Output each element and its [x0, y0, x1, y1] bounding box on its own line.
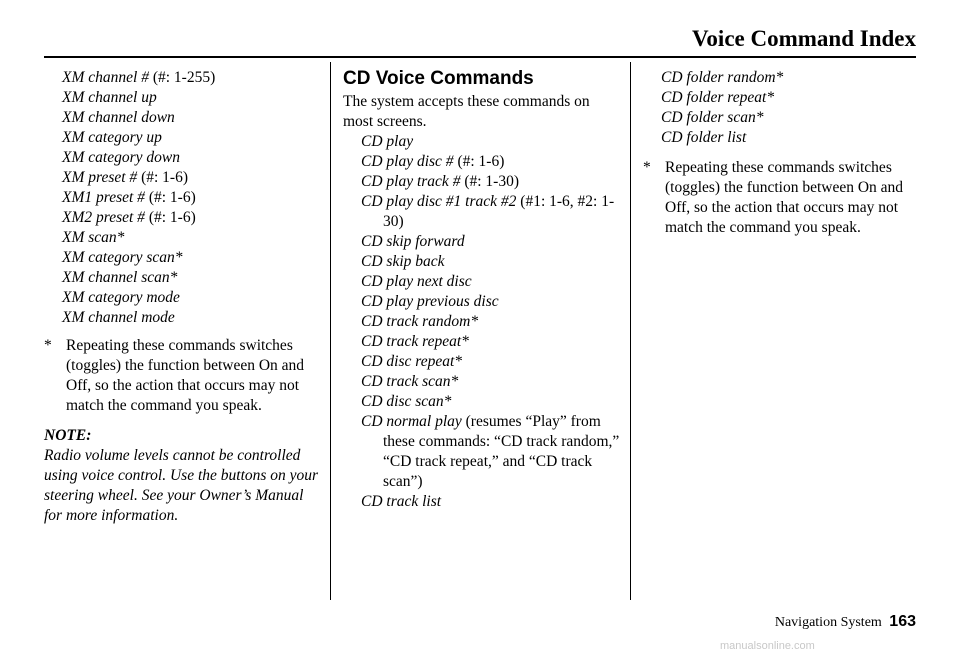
command-item: [44, 248, 324, 268]
command-text: XM preset #: [62, 169, 138, 186]
command-item: [343, 352, 623, 372]
command-item: [343, 152, 623, 172]
page-number: 163: [889, 613, 916, 630]
command-text: XM category mode: [62, 289, 180, 306]
command-text: CD play track #: [361, 173, 461, 190]
footnote-mark: *: [44, 337, 52, 354]
command-item: [44, 268, 324, 288]
note-heading: NOTE:: [44, 427, 92, 444]
command-text: CD disc scan*: [361, 393, 452, 410]
command-item: [44, 188, 324, 208]
command-note: (#: 1-30): [460, 173, 519, 190]
command-text: XM category down: [62, 149, 180, 166]
command-text: CD folder repeat*: [661, 89, 775, 106]
command-text: XM channel down: [62, 109, 175, 126]
header-rule: [44, 56, 916, 58]
command-text: CD play previous disc: [361, 293, 499, 310]
note-body: Radio volume levels cannot be controlled using voice control. Use the buttons on your steering wheel. See your Owner’s Manual for more information.: [44, 447, 319, 524]
command-note: (#: 1-6): [144, 209, 196, 226]
command-item: [44, 288, 324, 308]
command-text: CD folder list: [661, 129, 747, 146]
command-text: CD play disc #: [361, 153, 454, 170]
command-item: [343, 312, 623, 332]
command-text: CD skip forward: [361, 233, 465, 250]
command-text: CD play disc #1 track #2: [361, 193, 517, 210]
cd-folder-command-list: [643, 68, 918, 148]
footnote: [643, 158, 918, 238]
command-item: [343, 132, 623, 152]
command-item: [343, 272, 623, 292]
command-text: CD skip back: [361, 253, 445, 270]
command-text: CD folder scan*: [661, 109, 764, 126]
xm-command-list: [44, 68, 324, 328]
command-text: XM1 preset #: [62, 189, 145, 206]
command-text: XM category scan*: [62, 249, 183, 266]
command-text: CD track scan*: [361, 373, 459, 390]
column-divider: [330, 62, 331, 600]
footer-section: Navigation System: [774, 615, 882, 630]
command-note: (resumes “Play” from these commands: “CD track random,” “CD track repeat,” and “CD track scan”): [383, 413, 620, 490]
command-item: [343, 412, 623, 492]
command-item: [44, 108, 324, 128]
command-item: [44, 308, 324, 328]
command-item: [343, 232, 623, 252]
command-item: [44, 128, 324, 148]
command-item: [343, 392, 623, 412]
footnote-text: Repeating these commands switches (toggles) the function between On and Off, so the action that occurs may not match the command you speak.: [66, 337, 305, 414]
command-item: [44, 88, 324, 108]
command-text: CD normal play: [361, 413, 462, 430]
command-item: [643, 68, 918, 88]
command-text: CD track random*: [361, 313, 479, 330]
command-item: [44, 68, 324, 88]
column-3: [643, 68, 918, 238]
command-item: [44, 168, 324, 188]
command-text: XM category up: [62, 129, 162, 146]
command-item: [643, 108, 918, 128]
command-note: (#1: 1-6, #2: 1-30): [383, 193, 615, 230]
command-text: XM scan*: [62, 229, 125, 246]
command-text: CD play: [361, 133, 414, 150]
command-item: [643, 88, 918, 108]
command-item: [44, 228, 324, 248]
column-divider: [630, 62, 631, 600]
command-text: XM channel mode: [62, 309, 175, 326]
command-note: (#: 1-6): [144, 189, 196, 206]
section-heading: CD Voice Commands: [343, 68, 534, 89]
command-item: [44, 208, 324, 228]
command-text: CD play next disc: [361, 273, 472, 290]
column-2: [343, 68, 623, 512]
page-footer: [775, 613, 916, 631]
command-note: (#: 1-6): [453, 153, 505, 170]
command-item: [343, 332, 623, 352]
command-item: [343, 292, 623, 312]
command-item: [44, 148, 324, 168]
command-text: XM2 preset #: [62, 209, 145, 226]
command-item: [343, 372, 623, 392]
command-text: CD folder random*: [661, 69, 784, 86]
cd-command-list: [343, 132, 623, 512]
footnote-mark: *: [643, 159, 651, 176]
command-text: XM channel scan*: [62, 269, 178, 286]
footnote-text: Repeating these commands switches (toggles) the function between On and Off, so the action that occurs may not match the command you speak.: [665, 159, 904, 236]
command-item: [343, 192, 623, 232]
command-text: CD disc repeat*: [361, 353, 463, 370]
command-item: [343, 252, 623, 272]
command-text: XM channel #: [62, 69, 149, 86]
command-item: [343, 172, 623, 192]
command-note: (#: 1-255): [148, 69, 216, 86]
section-intro: The system accepts these commands on most screens.: [343, 93, 590, 130]
command-note: (#: 1-6): [137, 169, 188, 186]
command-item: [343, 492, 623, 512]
command-text: XM channel up: [62, 89, 157, 106]
command-text: CD track list: [361, 493, 442, 510]
page-title: Voice Command Index: [691, 26, 916, 51]
command-text: CD track repeat*: [361, 333, 469, 350]
command-item: [643, 128, 918, 148]
column-1: [44, 68, 324, 526]
footnote: [44, 336, 324, 416]
watermark: manualsonline.com: [720, 640, 815, 652]
